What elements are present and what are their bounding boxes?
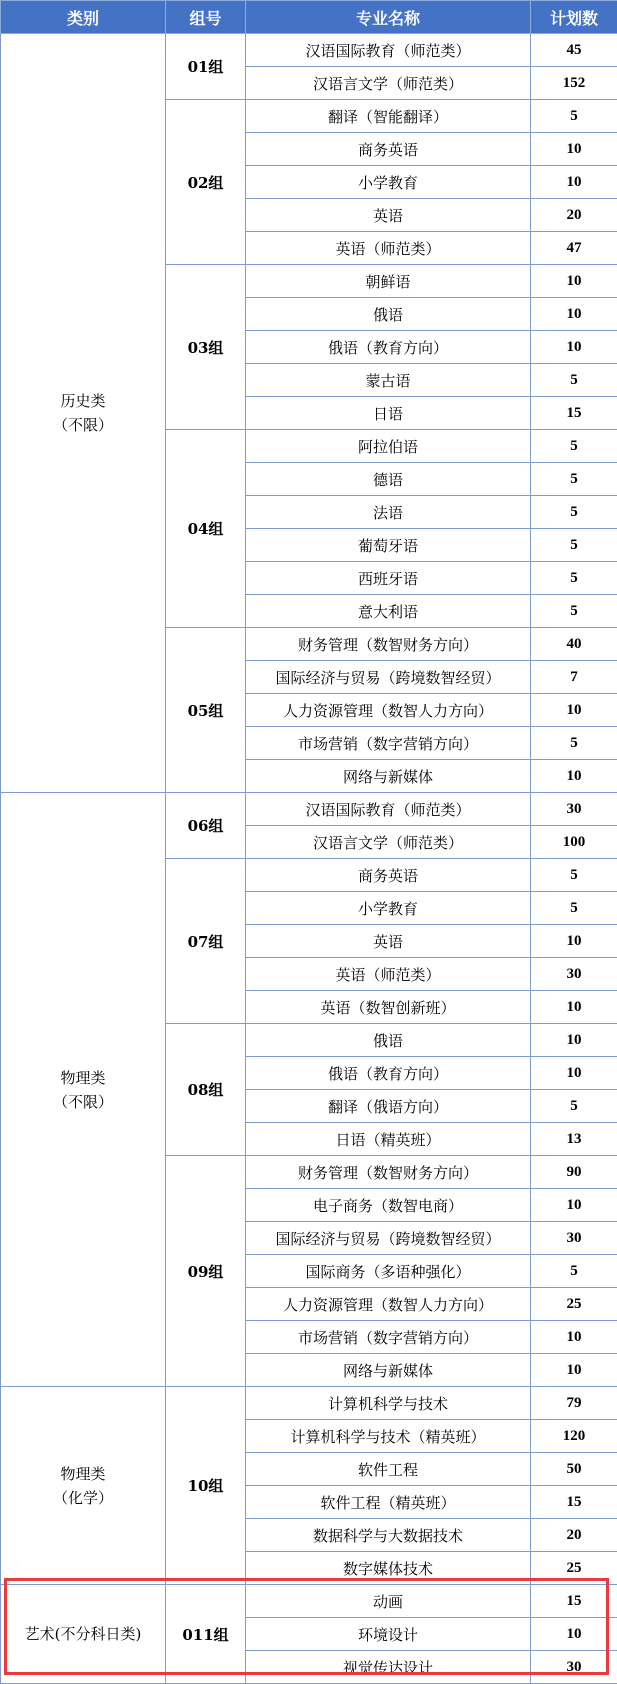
- plan-count-cell: 30: [531, 1222, 617, 1255]
- major-name-cell: 电子商务（数智电商）: [246, 1189, 531, 1222]
- major-name-cell: 动画: [246, 1585, 531, 1618]
- plan-count-cell: 5: [531, 1255, 617, 1288]
- plan-count-cell: 5: [531, 529, 617, 562]
- major-name-cell: 商务英语: [246, 133, 531, 166]
- major-name-cell: 翻译（智能翻译）: [246, 100, 531, 133]
- plan-count-cell: 5: [531, 430, 617, 463]
- header-plan-count: 计划数: [531, 1, 617, 34]
- major-name-cell: 环境设计: [246, 1618, 531, 1651]
- header-category: 类别: [1, 1, 166, 34]
- plan-count-cell: 10: [531, 166, 617, 199]
- group-cell: 011组: [166, 1585, 246, 1684]
- plan-count-cell: 10: [531, 1321, 617, 1354]
- plan-count-cell: 30: [531, 1651, 617, 1684]
- plan-count-cell: 45: [531, 34, 617, 67]
- plan-count-cell: 47: [531, 232, 617, 265]
- category-cell: 历史类 （不限）: [1, 34, 166, 793]
- major-name-cell: 俄语（教育方向）: [246, 1057, 531, 1090]
- major-name-cell: 小学教育: [246, 892, 531, 925]
- plan-count-cell: 10: [531, 298, 617, 331]
- table-row: [1, 793, 617, 826]
- plan-count-cell: 5: [531, 100, 617, 133]
- plan-count-cell: 79: [531, 1387, 617, 1420]
- header-group: 组号: [166, 1, 246, 34]
- plan-count-cell: 10: [531, 694, 617, 727]
- plan-count-cell: 5: [531, 595, 617, 628]
- major-name-cell: 计算机科学与技术: [246, 1387, 531, 1420]
- category-cell: 物理类 （不限）: [1, 793, 166, 1387]
- group-cell: 01组: [166, 34, 246, 100]
- category-cell: 物理类 （化学）: [1, 1387, 166, 1585]
- major-name-cell: 市场营销（数字营销方向）: [246, 1321, 531, 1354]
- major-name-cell: 日语（精英班）: [246, 1123, 531, 1156]
- plan-count-cell: 10: [531, 925, 617, 958]
- major-name-cell: 网络与新媒体: [246, 760, 531, 793]
- plan-count-cell: 10: [531, 760, 617, 793]
- major-name-cell: 德语: [246, 463, 531, 496]
- group-cell: 03组: [166, 265, 246, 430]
- major-name-cell: 汉语国际教育（师范类）: [246, 34, 531, 67]
- major-name-cell: 汉语言文学（师范类）: [246, 67, 531, 100]
- major-name-cell: 软件工程（精英班）: [246, 1486, 531, 1519]
- major-name-cell: 市场营销（数字营销方向）: [246, 727, 531, 760]
- plan-count-cell: 15: [531, 397, 617, 430]
- plan-count-cell: 30: [531, 793, 617, 826]
- major-name-cell: 财务管理（数智财务方向）: [246, 628, 531, 661]
- major-name-cell: 国际商务（多语种强化）: [246, 1255, 531, 1288]
- major-name-cell: 英语（师范类）: [246, 958, 531, 991]
- group-cell: 06组: [166, 793, 246, 859]
- major-name-cell: 汉语国际教育（师范类）: [246, 793, 531, 826]
- plan-count-cell: 10: [531, 265, 617, 298]
- major-name-cell: 软件工程: [246, 1453, 531, 1486]
- plan-count-cell: 5: [531, 1090, 617, 1123]
- major-name-cell: 视觉传达设计: [246, 1651, 531, 1684]
- major-name-cell: 汉语言文学（师范类）: [246, 826, 531, 859]
- plan-count-cell: 15: [531, 1585, 617, 1618]
- major-name-cell: 翻译（俄语方向）: [246, 1090, 531, 1123]
- plan-count-cell: 25: [531, 1288, 617, 1321]
- major-name-cell: 葡萄牙语: [246, 529, 531, 562]
- major-name-cell: 国际经济与贸易（跨境数智经贸）: [246, 661, 531, 694]
- plan-count-cell: 5: [531, 496, 617, 529]
- table-row: [1, 1387, 617, 1420]
- plan-count-cell: 40: [531, 628, 617, 661]
- plan-count-cell: 10: [531, 133, 617, 166]
- plan-count-cell: 10: [531, 1057, 617, 1090]
- major-name-cell: 西班牙语: [246, 562, 531, 595]
- plan-count-cell: 10: [531, 331, 617, 364]
- major-name-cell: 俄语: [246, 1024, 531, 1057]
- major-name-cell: 人力资源管理（数智人力方向）: [246, 1288, 531, 1321]
- major-name-cell: 朝鲜语: [246, 265, 531, 298]
- plan-count-cell: 10: [531, 1618, 617, 1651]
- plan-count-cell: 5: [531, 727, 617, 760]
- plan-count-cell: 10: [531, 991, 617, 1024]
- group-cell: 08组: [166, 1024, 246, 1156]
- major-name-cell: 商务英语: [246, 859, 531, 892]
- plan-count-cell: 7: [531, 661, 617, 694]
- major-name-cell: 小学教育: [246, 166, 531, 199]
- table-row: [1, 34, 617, 67]
- plan-count-cell: 10: [531, 1354, 617, 1387]
- table-row: [1, 1585, 617, 1618]
- group-cell: 04组: [166, 430, 246, 628]
- plan-count-cell: 90: [531, 1156, 617, 1189]
- plan-count-cell: 5: [531, 892, 617, 925]
- plan-count-cell: 13: [531, 1123, 617, 1156]
- group-cell: 10组: [166, 1387, 246, 1585]
- major-name-cell: 人力资源管理（数智人力方向）: [246, 694, 531, 727]
- major-name-cell: 蒙古语: [246, 364, 531, 397]
- header-row: [1, 1, 617, 34]
- major-name-cell: 国际经济与贸易（跨境数智经贸）: [246, 1222, 531, 1255]
- plan-count-cell: 15: [531, 1486, 617, 1519]
- plan-count-cell: 100: [531, 826, 617, 859]
- plan-count-cell: 5: [531, 463, 617, 496]
- plan-count-cell: 20: [531, 1519, 617, 1552]
- major-name-cell: 日语: [246, 397, 531, 430]
- major-name-cell: 数据科学与大数据技术: [246, 1519, 531, 1552]
- major-name-cell: 财务管理（数智财务方向）: [246, 1156, 531, 1189]
- major-name-cell: 数字媒体技术: [246, 1552, 531, 1585]
- plan-count-cell: 120: [531, 1420, 617, 1453]
- major-name-cell: 网络与新媒体: [246, 1354, 531, 1387]
- group-cell: 05组: [166, 628, 246, 793]
- major-name-cell: 意大利语: [246, 595, 531, 628]
- header-major: 专业名称: [246, 1, 531, 34]
- plan-count-cell: 30: [531, 958, 617, 991]
- major-name-cell: 法语: [246, 496, 531, 529]
- plan-count-cell: 10: [531, 1024, 617, 1057]
- major-name-cell: 计算机科学与技术（精英班）: [246, 1420, 531, 1453]
- major-name-cell: 英语（师范类）: [246, 232, 531, 265]
- plan-count-cell: 152: [531, 67, 617, 100]
- plan-count-cell: 5: [531, 859, 617, 892]
- major-name-cell: 俄语（教育方向）: [246, 331, 531, 364]
- group-cell: 09组: [166, 1156, 246, 1387]
- plan-count-cell: 5: [531, 364, 617, 397]
- group-cell: 02组: [166, 100, 246, 265]
- major-name-cell: 英语（数智创新班）: [246, 991, 531, 1024]
- category-cell: 艺术(不分科日类): [1, 1585, 166, 1684]
- major-name-cell: 阿拉伯语: [246, 430, 531, 463]
- plan-count-cell: 20: [531, 199, 617, 232]
- group-cell: 07组: [166, 859, 246, 1024]
- major-name-cell: 英语: [246, 199, 531, 232]
- major-name-cell: 英语: [246, 925, 531, 958]
- plan-count-cell: 10: [531, 1189, 617, 1222]
- table-body: [1, 34, 617, 1684]
- plan-count-cell: 50: [531, 1453, 617, 1486]
- plan-count-cell: 25: [531, 1552, 617, 1585]
- major-name-cell: 俄语: [246, 298, 531, 331]
- plan-count-cell: 5: [531, 562, 617, 595]
